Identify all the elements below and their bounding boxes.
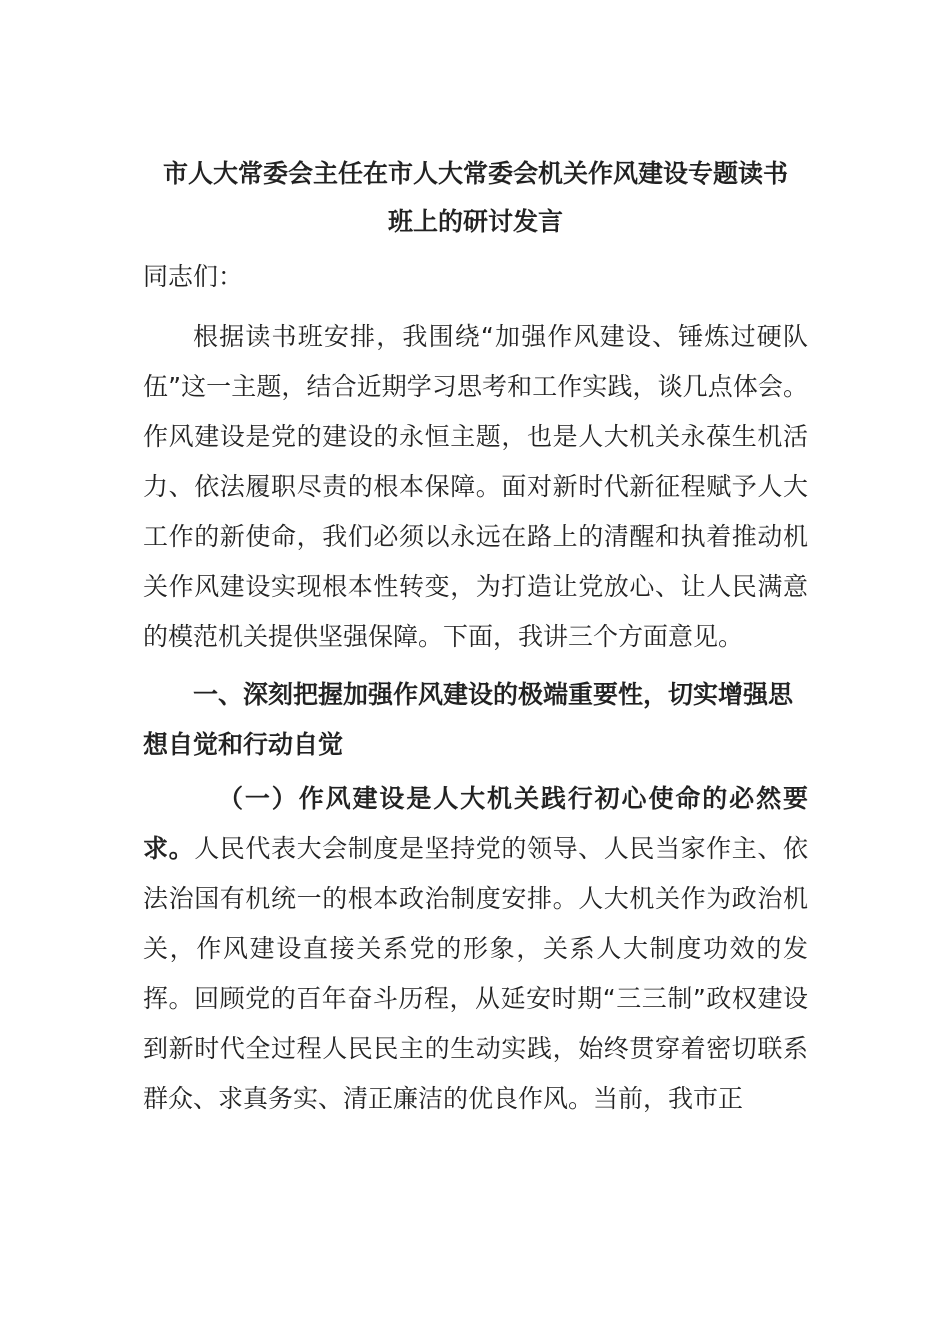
document-title (143, 150, 808, 246)
document-content (143, 150, 808, 1124)
intro-paragraph: 根据读书班安排，我围绕“加强作风建设、锤炼过硬队伍”这一主题，结合近期学习思考和工作实践，谈几点体会。作风建设是党的建设的永恒主题，也是人大机关永葆生机活力、依法履职尽责的根本保障。面对新时代新征程赋予人大工作的新使命，我们必须以永远在路上的清醒和执着推动机关作风建设实现根本性转变，为打造让党放心、让人民满意的模范机关提供坚强保障。下面，我讲三个方面意见。 (143, 322, 808, 651)
subsection-1-body: 人民代表大会制度是坚持党的领导、人民当家作主、依法治国有机统一的根本政治制度安排。人大机关作为政治机关，作风建设直接关系党的形象，关系人大制度功效的发挥。回顾党的百年奋斗历程，从延安时期“三三制”政权建设到新时代全过程人民民主的生动实践，始终贯穿着密切联系群众、求真务实、清正廉洁的优良作风。当前，我市正 (143, 834, 808, 1113)
title-line-2: 班上的研讨发言 (387, 207, 563, 236)
title-line-1: 市人大常委会主任在市人大常委会机关作风建设专题读书 (162, 159, 788, 188)
section-1-heading: 一、深刻把握加强作风建设的极端重要性，切实增强思想自觉和行动自觉 (143, 680, 794, 759)
subsection-1-paragraph (143, 774, 808, 1124)
subsection-1-heading: （一）作风建设是人大机关践行初心使命的必然要求。 (143, 784, 808, 863)
salutation: 同志们： (143, 262, 244, 291)
